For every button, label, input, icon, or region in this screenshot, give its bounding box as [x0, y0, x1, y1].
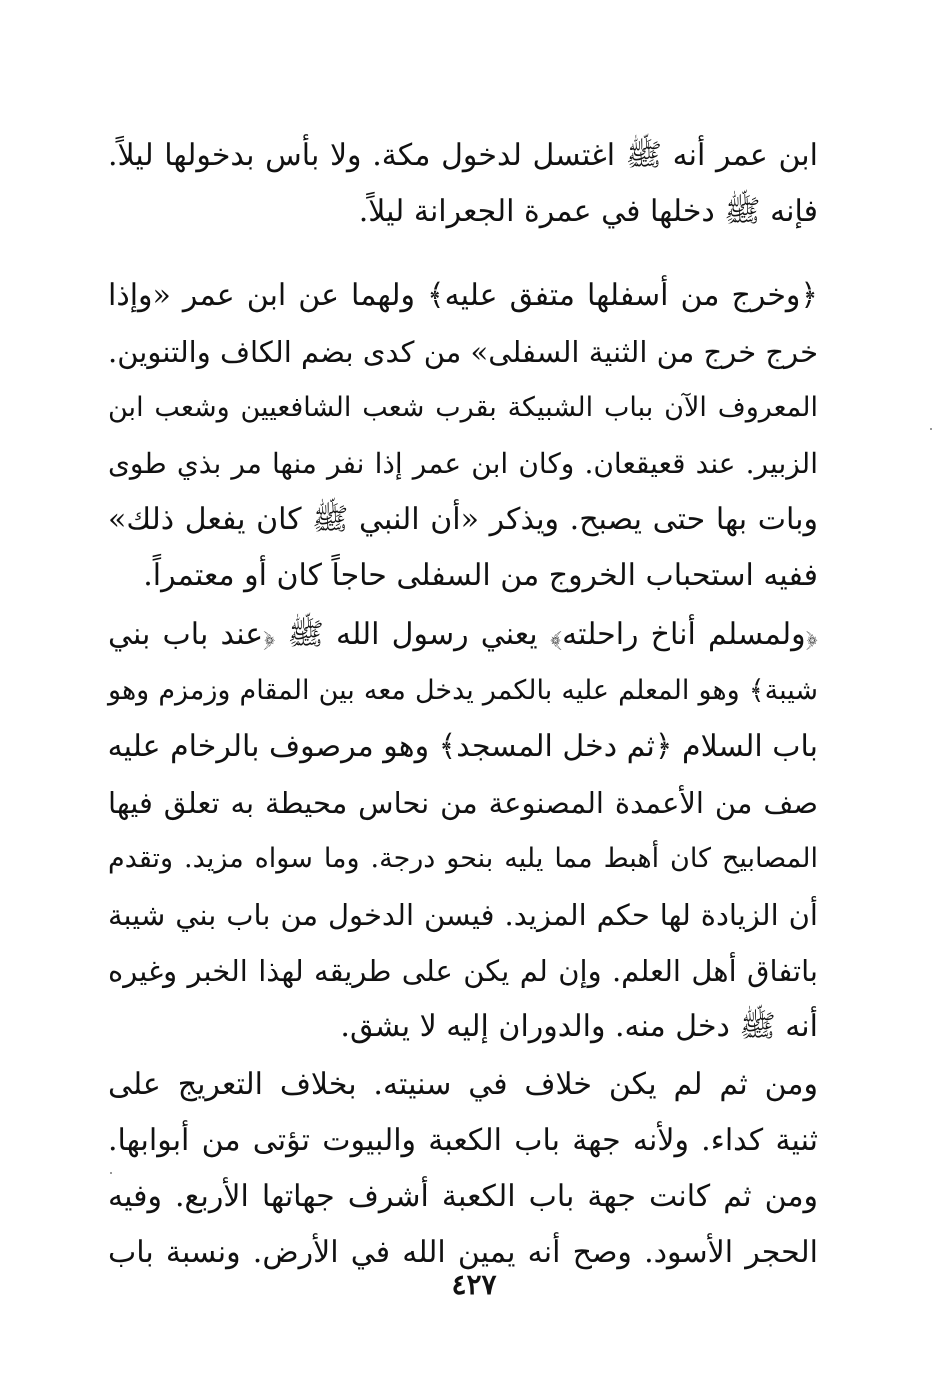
- text-line: شيبة﴾ وهو المعلم عليه بالكمر يدخل معه بين المقام وزمزم وهو: [108, 675, 818, 706]
- text-line: باتفاق أهل العلم. وإن لم يكن على طريقه لهذا الخبر وغيره: [108, 954, 818, 988]
- text-line: ﴿وخرج من أسفلها متفق عليه﴾ ولهما عن ابن عمر «وإذا: [108, 278, 818, 313]
- text-line: ابن عمر أنه ﷺ اغتسل لدخول مكة. ولا بأس بدخولها ليلاً.: [108, 138, 818, 173]
- text-line: ومن ثم لم يكن خلاف في سنيته. بخلاف التعريج على: [108, 1067, 818, 1102]
- text-line: أن الزيادة لها حكم المزيد. فيسن الدخول من باب بني شيبة: [108, 898, 818, 932]
- text-line: ففيه استحباب الخروج من السفلى حاجاً كان أو معتمراً.: [143, 558, 818, 593]
- text-line: ﴿ولمسلم أناخ راحلته﴾ يعني رسول الله ﷺ ﴿عند باب بني: [108, 617, 818, 652]
- paragraph-4: [108, 1057, 818, 1281]
- paragraph-3: [108, 607, 818, 1055]
- paragraph-1: [108, 128, 818, 240]
- text-line: أنه ﷺ دخل منه. والدوران إليه لا يشق.: [340, 1009, 818, 1044]
- paragraph-2: [108, 268, 818, 604]
- text-line: ثنية كداء. ولأنه جهة باب الكعبة والبيوت تؤتى من أبوابها.: [108, 1123, 818, 1158]
- text-line: المصابيح كان أهبط مما يليه بنحو درجة. وما سواه مزيد. وتقدم: [108, 843, 818, 874]
- scan-speck: [930, 428, 932, 430]
- text-line: فإنه ﷺ دخلها في عمرة الجعرانة ليلاً.: [358, 194, 818, 229]
- text-line: باب السلام ﴿ثم دخل المسجد﴾ وهو مرصوف بالرخام عليه: [107, 729, 818, 764]
- scan-speck: [110, 1172, 112, 1174]
- text-line: المعروف الآن بباب الشبيكة بقرب شعب الشافعيين وشعب ابن: [108, 392, 818, 423]
- page-number: ٤٢٧: [451, 1268, 497, 1301]
- text-line: الحجر الأسود. وصح أنه يمين الله في الأرض. ونسبة باب: [108, 1235, 818, 1270]
- text-line: وبات بها حتى يصبح. ويذكر «أن النبي ﷺ كان يفعل ذلك»: [108, 502, 818, 537]
- text-line: ومن ثم كانت جهة باب الكعبة أشرف جهاتها الأربع. وفيه: [108, 1179, 818, 1214]
- text-line: صف من الأعمدة المصنوعة من نحاس محيطة به تعلق فيها: [108, 786, 818, 820]
- text-line: خرج خرج من الثنية السفلى» من كدى بضم الكاف والتنوين.: [108, 335, 818, 369]
- text-line: الزبير. عند قعيقعان. وكان ابن عمر إذا نفر منها مر بذي طوى: [108, 447, 818, 480]
